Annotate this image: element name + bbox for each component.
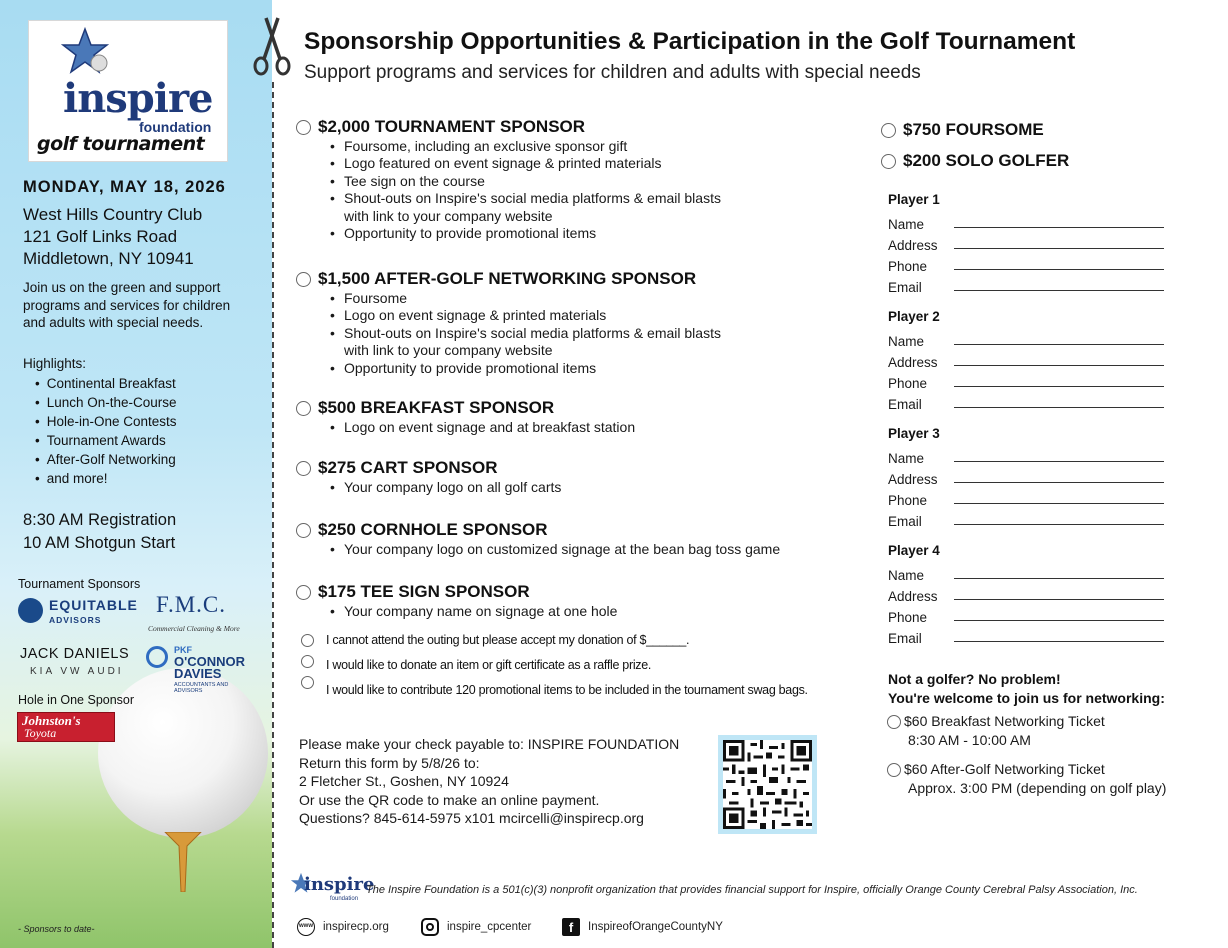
sponsor-name: JACK DANIELS — [20, 646, 130, 662]
registration-time: 8:30 AM Registration — [23, 511, 177, 529]
ticket-detail: Approx. 3:00 PM (depending on golf play) — [908, 780, 1167, 796]
tier-label: $1,500 AFTER-GOLF NETWORKING SPONSOR — [318, 269, 697, 288]
tier-radio[interactable] — [296, 585, 311, 600]
player-title: Player 4 — [888, 543, 940, 558]
facebook-icon: f — [562, 918, 580, 936]
ticket-breakfast — [887, 712, 1105, 750]
player-title: Player 3 — [888, 426, 940, 441]
field-label: Email — [888, 514, 922, 529]
player-3-address-field[interactable] — [954, 469, 1164, 483]
venue-line: 121 Golf Links Road — [23, 227, 178, 246]
player-1-phone-field[interactable] — [954, 256, 1164, 270]
player-2-form — [888, 309, 1168, 412]
hole-in-one-title: Hole in One Sponsor — [18, 693, 135, 707]
website-text: inspirecp.org — [323, 921, 389, 933]
johnstons-toyota-logo — [17, 712, 115, 742]
field-label: Name — [888, 568, 925, 583]
tier-label: $250 CORNHOLE SPONSOR — [318, 520, 548, 539]
highlight-item: • Lunch On-the-Course — [35, 393, 177, 412]
jack-daniels-logo — [20, 642, 130, 686]
facebook-link[interactable] — [562, 918, 723, 936]
player-2-name-field[interactable] — [954, 331, 1164, 345]
option-label: I would like to contribute 120 promotional items to be included in the tournament swag bags. — [326, 683, 808, 697]
sponsor-sub: Toyota — [24, 726, 57, 740]
payment-line: Return this form by 5/8/26 to: — [299, 754, 480, 771]
venue-line: West Hills Country Club — [23, 205, 203, 224]
benefit-item: • Your company logo on customized signage at the bean bag toss game — [330, 541, 780, 558]
tier-radio[interactable] — [296, 120, 311, 135]
highlight-item: • After-Golf Networking — [35, 450, 177, 469]
venue-address — [23, 204, 202, 270]
field-label: Name — [888, 334, 925, 349]
benefit-item: with link to your company website — [344, 207, 553, 224]
tier-benefits — [330, 290, 721, 377]
field-label: Phone — [888, 610, 928, 625]
player-4-address-field[interactable] — [954, 586, 1164, 600]
instagram-icon — [421, 918, 439, 936]
tier-radio[interactable] — [881, 123, 896, 138]
option-raffle-prize — [301, 654, 652, 672]
benefit-item: • Shout-outs on Inspire's social media platforms & email blasts — [330, 325, 721, 342]
option-label: I would like to donate an item or gift certificate as a raffle prize. — [326, 658, 652, 672]
option-radio[interactable] — [301, 655, 314, 668]
golf-tournament-logo — [28, 20, 228, 162]
intro-text: Join us on the green and support programs and services for children and adults with special needs. — [23, 280, 231, 330]
benefit-item: with link to your company website — [344, 342, 553, 359]
sponsor-sub: Commercial Cleaning & More — [148, 624, 240, 633]
not-golfer-heading — [888, 670, 1165, 707]
sponsor-top: PKF — [174, 645, 192, 655]
sponsor-sub: ACCOUNTANTS AND ADVISORS — [174, 682, 229, 694]
payment-qr-code[interactable] — [718, 735, 817, 834]
sponsor-name: EQUITABLE — [49, 597, 138, 613]
website-link[interactable] — [297, 918, 389, 936]
tier-label: $200 SOLO GOLFER — [903, 151, 1070, 170]
star-icon — [61, 27, 109, 75]
tier-radio[interactable] — [296, 272, 311, 287]
player-2-phone-field[interactable] — [954, 373, 1164, 387]
field-label: Phone — [888, 493, 928, 508]
ticket-detail: 8:30 AM - 10:00 AM — [908, 732, 1031, 748]
tier-tournament-sponsor — [296, 116, 721, 242]
payment-instructions — [299, 735, 679, 828]
option-radio[interactable] — [301, 634, 314, 647]
payment-line: 2 Fletcher St., Goshen, NY 10924 — [299, 773, 509, 790]
sponsor-sub: ADVISORS — [49, 615, 102, 625]
page-title: Sponsorship Opportunities & Participation in the Golf Tournament — [304, 28, 1076, 55]
sponsor-sub: KIA VW AUDI — [30, 666, 124, 677]
venue-line: Middletown, NY 10941 — [23, 249, 194, 268]
field-label: Address — [888, 238, 938, 253]
tier-radio[interactable] — [881, 154, 896, 169]
tier-cornhole-sponsor — [296, 519, 780, 558]
player-title: Player 1 — [888, 192, 940, 207]
sponsor-name: Johnston's — [22, 713, 81, 728]
tier-foursome — [881, 120, 1044, 140]
highlights-list — [35, 374, 177, 488]
payment-line: Please make your check payable to: INSPIRE FOUNDATION — [299, 736, 680, 752]
ticket-radio[interactable] — [887, 763, 901, 777]
payment-line: Or use the QR code to make an online payment. — [299, 791, 600, 808]
tier-cart-sponsor — [296, 457, 561, 496]
field-label: Email — [888, 631, 922, 646]
fmc-logo — [148, 592, 248, 636]
benefit-item: • Your company logo on all golf carts — [330, 479, 561, 496]
logo-word: inspire — [304, 874, 375, 895]
player-1-form — [888, 192, 1168, 295]
tier-label: $2,000 TOURNAMENT SPONSOR — [318, 117, 586, 136]
sponsor-name: O'CONNOR DAVIES — [174, 654, 245, 681]
golf-tee-image — [163, 832, 203, 892]
benefit-item: • Logo on event signage & printed materials — [330, 307, 721, 324]
player-2-address-field[interactable] — [954, 352, 1164, 366]
sponsor-name: F.M.C. — [156, 592, 226, 617]
tier-label: $175 TEE SIGN SPONSOR — [318, 582, 530, 601]
qr-code-icon — [723, 740, 812, 829]
highlight-item: • Continental Breakfast — [35, 374, 177, 393]
field-label: Address — [888, 589, 938, 604]
benefit-item: • Foursome, including an exclusive sponsor gift — [330, 138, 721, 155]
schedule-times — [23, 509, 176, 555]
tier-label: $750 FOURSOME — [903, 120, 1044, 139]
instagram-link[interactable] — [421, 918, 531, 936]
page-subtitle: Support programs and services for children and adults with special needs — [304, 62, 921, 83]
highlights-title: Highlights: — [23, 356, 87, 371]
instagram-text: inspire_cpcenter — [447, 921, 532, 933]
payment-line: Questions? 845-614-5975 x101 mcircelli@inspirecp.org — [299, 810, 644, 827]
player-4-email-field[interactable] — [954, 628, 1164, 642]
tier-label: $275 CART SPONSOR — [318, 458, 498, 477]
player-title: Player 2 — [888, 309, 940, 324]
tier-benefits — [330, 138, 721, 242]
not-golfer-line: You're welcome to join us for networking: — [888, 689, 1165, 706]
benefit-item: • Tee sign on the course — [330, 173, 721, 190]
event-date: MONDAY, MAY 18, 2026 — [23, 178, 226, 196]
tier-solo-golfer — [881, 151, 1069, 171]
highlight-item: • and more! — [35, 469, 177, 488]
shotgun-start-time: 10 AM Shotgun Start — [23, 534, 176, 552]
benefit-item: • Opportunity to provide promotional items — [330, 360, 721, 377]
player-1-address-field[interactable] — [954, 235, 1164, 249]
benefit-item: • Opportunity to provide promotional items — [330, 225, 721, 242]
field-label: Email — [888, 397, 922, 412]
facebook-text: InspireofOrangeCountyNY — [588, 921, 723, 933]
ticket-label: $60 After-Golf Networking Ticket — [904, 761, 1105, 777]
tier-radio[interactable] — [296, 523, 311, 538]
benefit-item: • Logo featured on event signage & printed materials — [330, 155, 721, 172]
option-radio[interactable] — [301, 676, 314, 689]
tier-tee-sign-sponsor — [296, 581, 617, 620]
player-2-email-field[interactable] — [954, 394, 1164, 408]
option-swag-items — [301, 675, 808, 697]
field-label: Address — [888, 355, 938, 370]
player-3-form — [888, 426, 1168, 529]
field-label: Email — [888, 280, 922, 295]
benefit-item: • Shout-outs on Inspire's social media platforms & email blasts — [330, 190, 721, 207]
option-label: I cannot attend the outing but please accept my donation of $______. — [326, 633, 690, 647]
highlight-item: • Hole-in-One Contests — [35, 412, 177, 431]
field-label: Phone — [888, 259, 928, 274]
tier-benefits — [330, 603, 617, 620]
sponsors-title: Tournament Sponsors — [18, 577, 141, 591]
player-3-email-field[interactable] — [954, 511, 1164, 525]
tier-breakfast-sponsor — [296, 397, 635, 436]
ticket-radio[interactable] — [887, 715, 901, 729]
field-label: Address — [888, 472, 938, 487]
pkf-emblem-icon — [146, 646, 168, 668]
player-4-phone-field[interactable] — [954, 607, 1164, 621]
tier-label: $500 BREAKFAST SPONSOR — [318, 398, 555, 417]
logo-sub: foundation — [330, 896, 359, 902]
nonprofit-disclaimer: The Inspire Foundation is a 501(c)(3) nonprofit organization that provides financial support for Inspire, officially Orange County Cerebral Palsy Association, Inc. — [366, 884, 1138, 896]
ticket-after-golf — [887, 760, 1166, 798]
inspire-foundation-logo — [290, 872, 375, 908]
player-1-name-field[interactable] — [954, 214, 1164, 228]
tier-benefits — [330, 419, 635, 436]
field-label: Name — [888, 217, 925, 232]
logo-sub: foundation — [139, 119, 212, 135]
logo-golf-text: golf tournament — [37, 133, 205, 155]
tier-networking-sponsor — [296, 268, 721, 377]
pkf-oconnor-davies-logo — [146, 644, 246, 694]
logo-word: inspire — [63, 75, 213, 122]
option-donation — [301, 633, 689, 647]
tier-radio[interactable] — [296, 401, 311, 416]
field-label: Phone — [888, 376, 928, 391]
cut-line — [272, 82, 274, 948]
benefit-item: • Foursome — [330, 290, 721, 307]
player-3-phone-field[interactable] — [954, 490, 1164, 504]
tier-benefits — [330, 541, 780, 558]
tier-benefits — [330, 479, 561, 496]
globe-icon: www — [297, 918, 315, 936]
not-golfer-line: Not a golfer? No problem! — [888, 671, 1061, 687]
equitable-advisors-logo — [18, 596, 144, 628]
scissors-icon — [252, 16, 292, 78]
tier-radio[interactable] — [296, 461, 311, 476]
benefit-item: • Logo on event signage and at breakfast station — [330, 419, 635, 436]
equitable-emblem-icon — [18, 598, 43, 623]
player-3-name-field[interactable] — [954, 448, 1164, 462]
field-label: Name — [888, 451, 925, 466]
benefit-item: • Your company name on signage at one hole — [330, 603, 617, 620]
player-4-form — [888, 543, 1168, 646]
highlight-item: • Tournament Awards — [35, 431, 177, 450]
ticket-label: $60 Breakfast Networking Ticket — [904, 713, 1105, 729]
player-4-name-field[interactable] — [954, 565, 1164, 579]
sidebar — [0, 0, 272, 948]
sponsors-footnote: - Sponsors to date- — [18, 924, 95, 934]
player-1-email-field[interactable] — [954, 277, 1164, 291]
